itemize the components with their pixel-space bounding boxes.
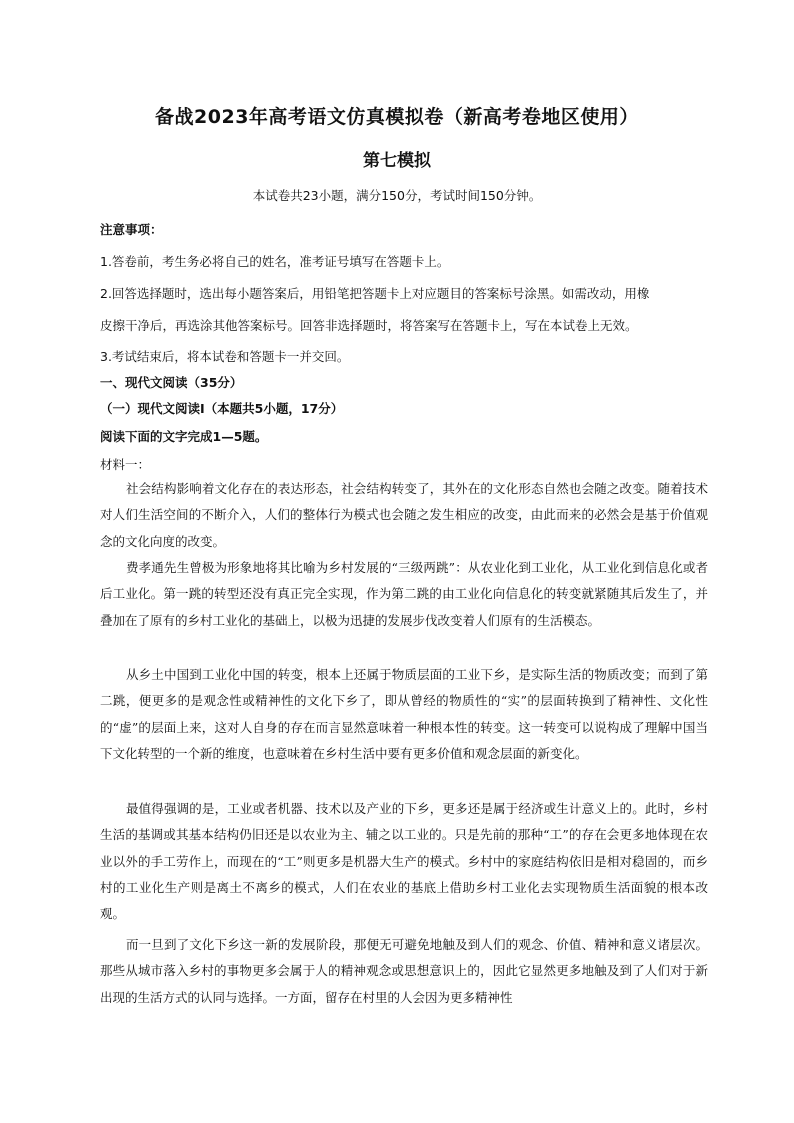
notes-heading: 注意事项： [100, 222, 163, 237]
paragraph-4: 最值得强调的是，工业或者机器、技术以及产业的下乡，更多还是属于经济或生计意义上的。此时，乡村生活的基调或其基本结构仍旧还是以农业为主、辅之以工业的。只是先前的那种“工”的存在会更多地体现在农业以外的手工劳作上，而现在的“工”则更多是机器大生产的模式。乡村中的家庭结构依旧是相对稳固的，而乡村的工业化生产则是离土不离乡的模式，人们在农业的基底上借助乡村工业化去实现物质生活面貌的根本改观。 [100, 801, 708, 922]
section-heading: 一、现代文阅读（35分） [100, 375, 243, 390]
reading-instruction: 阅读下面的文字完成1—5题。 [100, 429, 268, 444]
notes-item-2-line-1: 2.回答选择题时，选出每小题答案后，用铅笔把答题卡上对应题目的答案标号涂黑。如需改动，用橡 [100, 286, 650, 301]
paragraph-3: 从乡土中国到工业化中国的转变，根本上还属于物质层面的工业下乡，是实际生活的物质改变；而到了第二跳，便更多的是观念性或精神性的文化下乡了，即从曾经的物质性的“实”的层面转换到了精神性、文化性的“虚”的层面上来，这对人自身的存在而言显然意味着一种根本性的转变。这一转变可以说构成了理解中国当下文化转型的一个新的维度，也意味着在乡村生活中要有更多价值和观念层面的新变化。 [100, 667, 708, 761]
material-label: 材料一： [100, 457, 151, 472]
notes-item-2-line-2: 皮擦干净后，再选涂其他答案标号。回答非选择题时，将答案写在答题卡上，写在本试卷上无效。 [100, 318, 638, 333]
section-sub-heading: （一）现代文阅读Ⅰ（本题共5小题，17分） [100, 401, 344, 416]
exam-title: 备战2023年高考语文仿真模拟卷（新高考卷地区使用） [155, 106, 639, 128]
paragraph-1: 社会结构影响着文化存在的表达形态，社会结构转变了，其外在的文化形态自然也会随之改变。随着技术对人们生活空间的不断介入，人们的整体行为模式也会随之发生相应的改变，由此而来的必然会是基于价值观念的文化向度的改变。 [100, 481, 708, 549]
notes-item-3: 3.考试结束后，将本试卷和答题卡一并交回。 [100, 349, 350, 364]
paragraph-2: 费孝通先生曾极为形象地将其比喻为乡村发展的“三级两跳”：从农业化到工业化，从工业化到信息化或者后工业化。第一跳的转型还没有真正完全实现，作为第二跳的由工业化向信息化的转变就紧随其后发生了，并叠加在了原有的乡村工业化的基础上，以极为迅捷的发展步伐改变着人们原有的生活模态。 [100, 560, 708, 628]
exam-info: 本试卷共23小题，满分150分，考试时间150分钟。 [252, 188, 542, 203]
exam-subtitle: 第七模拟 [363, 151, 431, 171]
paragraph-5: 而一旦到了文化下乡这一新的发展阶段，那便无可避免地触及到人们的观念、价值、精神和意义诸层次。那些从城市落入乡村的事物更多会属于人的精神观念或思想意识上的，因此它显然更多地触及到了人们对于新出现的生活方式的认同与选择。一方面，留存在村里的人会因为更多精神性 [100, 937, 708, 1005]
notes-item-1: 1.答卷前，考生务必将自己的姓名，准考证号填写在答题卡上。 [100, 254, 450, 269]
